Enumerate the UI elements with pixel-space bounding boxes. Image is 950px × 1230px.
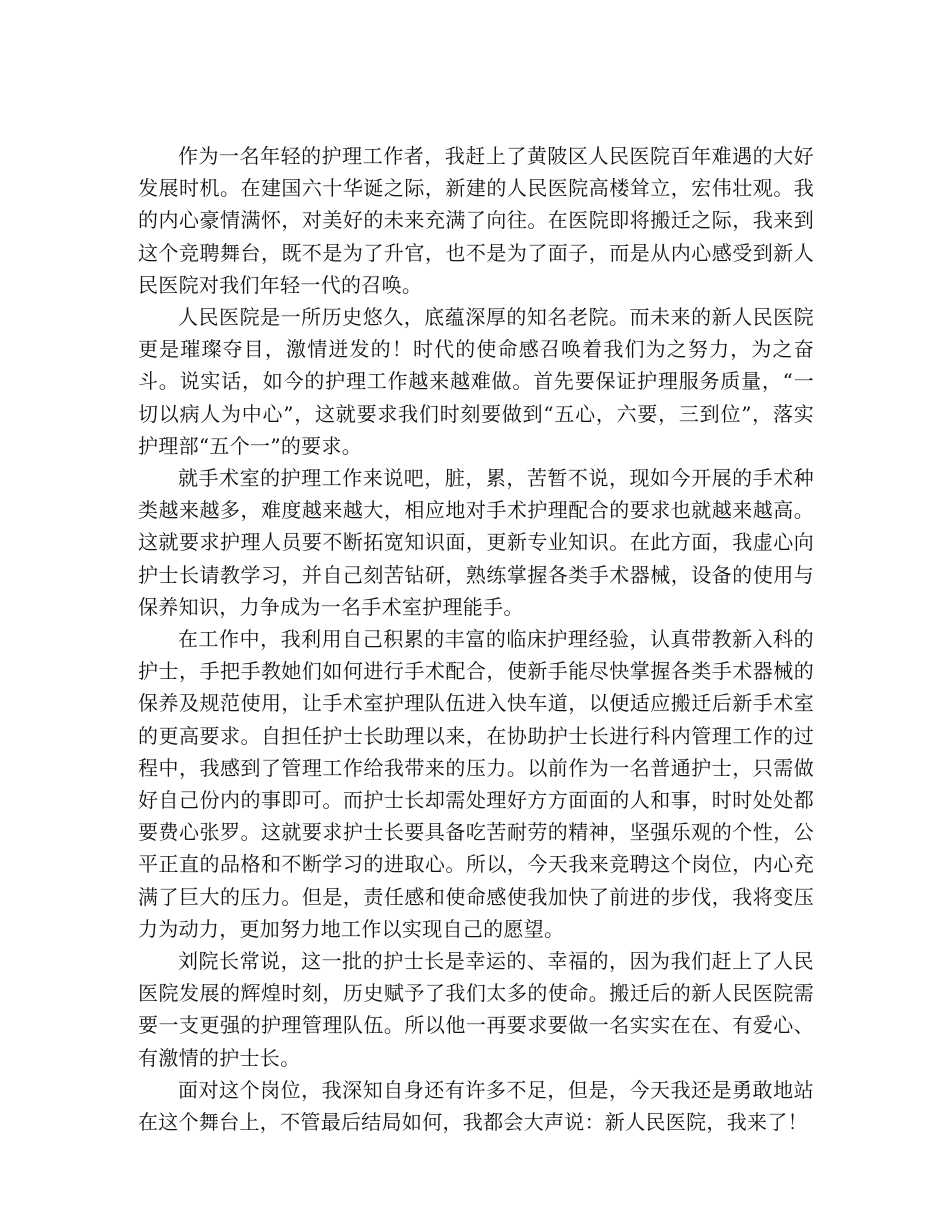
paragraph-2: 人民医院是一所历史悠久，底蕴深厚的知名老院。而未来的新人民医院更是璀璨夺目，激情迸发的！时代的使命感召唤着我们为之努力，为之奋斗。说实话，如今的护理工作越来越难做。首先要保证护理服务质量，“一切以病人为中心”，这就要求我们时刻要做到“五心，六要，三到位”，落实护理部“五个一”的要求。	[138, 305, 814, 458]
document-body	[138, 140, 814, 1138]
paragraph-3: 就手术室的护理工作来说吧，脏，累，苦暂不说，现如今开展的手术种类越来越多，难度越来越大，相应地对手术护理配合的要求也就越来越高。这就要求护理人员要不断拓宽知识面，更新专业知识。在此方面，我虚心向护士长请教学习，并自己刻苦钻研，熟练掌握各类手术器械，设备的使用与保养知识，力争成为一名手术室护理能手。	[138, 466, 814, 619]
paragraph-6: 面对这个岗位，我深知自身还有许多不足，但是，今天我还是勇敢地站在这个舞台上，不管最后结局如何，我都会大声说：新人民医院，我来了！	[138, 1077, 814, 1135]
paragraph-4: 在工作中，我利用自己积累的丰富的临床护理经验，认真带教新入科的护士，手把手教她们如何进行手术配合，使新手能尽快掌握各类手术器械的保养及规范使用，让手术室护理队伍进入快车道，以便适应搬迁后新手术室的更高要求。自担任护士长助理以来，在协助护士长进行科内管理工作的过程中，我感到了管理工作给我带来的压力。以前作为一名普通护士，只需做好自己份内的事即可。而护士长却需处理好方方面面的人和事，时时处处都要费心张罗。这就要求护士长要具备吃苦耐劳的精神，坚强乐观的个性，公平正直的品格和不断学习的进取心。所以，今天我来竞聘这个岗位，内心充满了巨大的压力。但是，责任感和使命感使我加快了前进的步伐，我将变压力为动力，更加努力地工作以实现自己的愿望。	[138, 627, 814, 941]
paragraph-1: 作为一名年轻的护理工作者，我赶上了黄陂区人民医院百年难遇的大好发展时机。在建国六十华诞之际，新建的人民医院高楼耸立，宏伟壮观。我的内心豪情满怀，对美好的未来充满了向往。在医院即将搬迁之际，我来到这个竞聘舞台，既不是为了升官，也不是为了面子，而是从内心感受到新人民医院对我们年轻一代的召唤。	[138, 144, 814, 297]
paragraph-5: 刘院长常说，这一批的护士长是幸运的、幸福的，因为我们赶上了人民医院发展的辉煌时刻，历史赋予了我们太多的使命。搬迁后的新人民医院需要一支更强的护理管理队伍。所以他一再要求要做一名实实在在、有爱心、有激情的护士长。	[138, 949, 814, 1070]
